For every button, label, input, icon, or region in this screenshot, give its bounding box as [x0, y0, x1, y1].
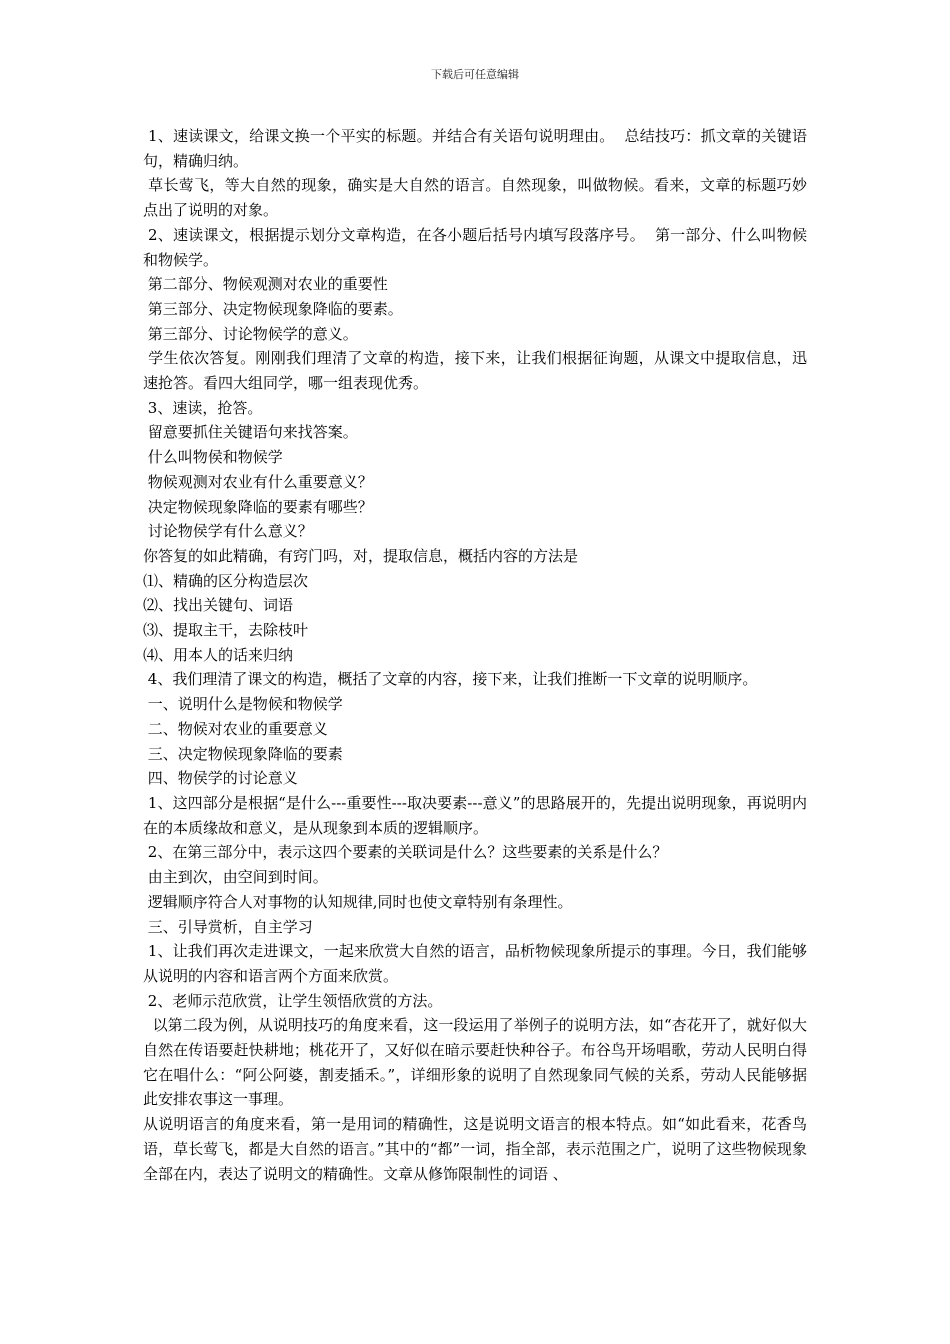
paragraph: 第二部分、物候观测对农业的重要性	[143, 275, 388, 294]
paragraph: 留意要抓住关键语句来找答案。	[143, 423, 358, 442]
paragraph: ⑶、提取主干，去除枝叶	[143, 621, 309, 640]
paragraph: 你答复的如此精确，有窍门吗，对，提取信息，概括内容的方法是	[143, 546, 579, 565]
paragraph: 决定物候现象降临的要素有哪些？	[143, 497, 373, 516]
paragraph: 由主到次，由空间到时间。	[143, 868, 328, 887]
paragraph: 三、引导赏析，自主学习	[143, 917, 313, 936]
paragraph: 2、老师示范欣赏，让学生领悟欣赏的方法。	[143, 991, 443, 1010]
paragraph: 一、说明什么是物候和物候学	[143, 695, 343, 714]
paragraph: 什么叫物侯和物候学	[143, 448, 283, 467]
paragraph: 第三部分、决定物候现象降临的要素。	[143, 299, 403, 318]
paragraph: 以第二段为例，从说明技巧的角度来看，这一段运用了举例子的说明方法，如“杏花开了，就好似大自然在传语要赶快耕地；桃花开了，又好似在暗示要赶快种谷子。布谷鸟开场唱歌，劳动人民明白得它在唱什么：“阿公阿婆，割麦插禾。”，详细形象的说明了自然现象同气候的关系，劳动人民能够据此安排农事这一事理。	[143, 1016, 807, 1109]
document-body	[143, 124, 807, 1186]
paragraph: ⑴、精确的区分构造层次	[143, 571, 309, 590]
page-header: 下载后可任意编辑	[431, 68, 519, 81]
paragraph: 讨论物侯学有什么意义？	[143, 522, 313, 541]
paragraph: ⑷、用本人的话来归纳	[143, 645, 294, 664]
paragraph: 学生依次答复。刚刚我们理清了文章的构造，接下来，让我们根据征询题，从课文中提取信息，迅速抢答。看四大组同学，哪一组表现优秀。	[143, 349, 807, 393]
paragraph: 4、我们理清了课文的构造，概括了文章的内容，接下来，让我们推断一下文章的说明顺序。	[143, 670, 758, 689]
paragraph: 逻辑顺序符合人对事物的认知规律,同时也使文章特别有条理性。	[143, 892, 573, 911]
paragraph: 1、让我们再次走进课文，一起来欣赏大自然的语言，品析物候现象所提示的事理。今日，我们能够从说明的内容和语言两个方面来欣赏。	[143, 942, 807, 985]
paragraph: 草长莺飞，等大自然的现象，确实是大自然的语言。自然现象，叫做物候。看来，文章的标题巧妙点出了说明的对象。	[143, 176, 807, 220]
paragraph: 3、速读，抢答。	[143, 398, 263, 417]
paragraph: 从说明语言的角度来看，第一是用词的精确性，这是说明文语言的根本特点。如“如此看来，花香鸟语，草长莺飞，都是大自然的语言。”其中的“都”一词，指全部，表示范围之广，说明了这些物候现象全部在内，表达了说明文的精确性。文章从修饰限制性的词语 、	[143, 1115, 807, 1183]
paragraph: 四、物侯学的讨论意义	[143, 769, 298, 788]
paragraph: 1、速读课文，给课文换一个平实的标题。并结合有关语句说明理由。 总结技巧：抓文章的关键语句，精确归纳。	[143, 127, 807, 170]
paragraph: 2、在第三部分中，表示这四个要素的关联词是什么？这些要素的关系是什么？	[143, 843, 668, 862]
paragraph: 1、这四部分是根据“是什么---重要性---取决要素---意义”的思路展开的，先提出说明现象，再说明内在的本质缘故和意义，是从现象到本质的逻辑顺序。	[143, 793, 807, 837]
paragraph: ⑵、找出关键句、词语	[143, 596, 294, 615]
paragraph: 三、决定物候现象降临的要素	[143, 744, 343, 763]
paragraph: 第三部分、讨论物候学的意义。	[143, 324, 358, 343]
paragraph: 二、物候对农业的重要意义	[143, 719, 328, 738]
paragraph: 2、速读课文，根据提示划分文章构造，在各小题后括号内填写段落序号。 第一部分、什么叫物候和物候学。	[143, 225, 807, 269]
paragraph: 物候观测对农业有什么重要意义？	[143, 472, 373, 491]
